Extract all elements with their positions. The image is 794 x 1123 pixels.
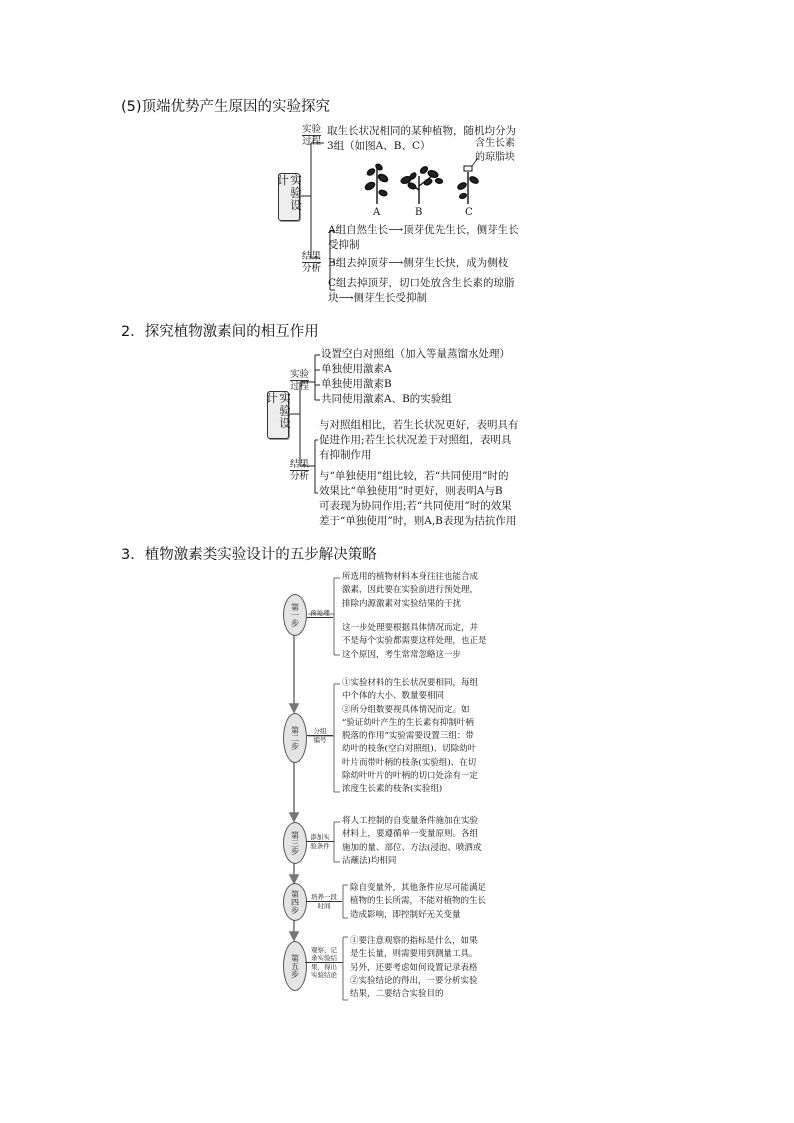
step-3-label: 添加实 验条件	[306, 833, 334, 850]
step-1-text-2: 这一步处理要根据具体情况而定，并 不是每个实验都需要这样处理，也正是 这个原因，考生常常忽略这一步	[342, 623, 487, 660]
section3-title: 3．植物激素类实验设计的五步解决策略	[121, 547, 377, 563]
section1-result-a: A组自然生长⟶顶芽优先生长，侧芽生长 受抑制	[328, 224, 519, 251]
step-1-oval: 第一步	[283, 594, 307, 636]
section1-result-c: C组去掉顶芽，切口处放含生长素的琼脂 块⟶侧芽生长受抑制	[328, 277, 515, 304]
section1-process-text: 取生长状况相同的某种植物，随机均分为 3组（如图A、B、C）	[327, 125, 516, 152]
section2-result-label: 结果 分析	[290, 459, 310, 482]
section2-title: 2．探究植物激素间的相互作用	[121, 324, 319, 340]
process-item: 设置空白对照组（加入等量蒸馏水处理）	[321, 348, 510, 360]
step-5-text: ①要注意观察的指标是什么，如果 是生长量，则需要用到测量工具。 另外，还要考虑如何设置记录表格 ②实验结论的得出，一要分析实验 结果，二要结合实验目的	[350, 936, 478, 1000]
step-3-oval: 第三步	[283, 822, 307, 864]
step-5-oval: 第五步	[283, 941, 307, 991]
step-1-text-1: 所选用的植物材料本身往往也能合成 激素，因此要在实验前进行预处理， 排除内源激素对实验结果的干扰	[342, 572, 479, 609]
section2-result-para-1: 与对照组相比，若生长状况更好，表明具有 促进作用;若生长状况差于对照组，表明具 有抑制作用	[319, 419, 519, 461]
step-4-label: 培养一段 时间	[306, 893, 342, 910]
section1-result-label: 结果 分析	[302, 251, 322, 274]
process-item: 共同使用激素A、B的实验组	[321, 393, 452, 405]
step-5-label: 观察、记 录实验结 果，得出 实验结论	[305, 946, 343, 979]
section2-result-para-2: 与“单独使用”组比较，若“共同使用”时的 效果比“单独使用”时更好，则表明A与B 可表现为协同作用;若“共同使用”时的效果 差于“单独使用”时，则A,B表现为拮抗作用	[319, 470, 517, 527]
section1-result-b: B组去掉顶芽⟶侧芽生长快，成为侧枝	[328, 257, 509, 269]
step-3-text: 将人工控制的自变量条件施加在实验 材料上，要遵循单一变量原则。各组 施加的量、部位、方法(浸泡、喷洒或 沾蘸法)均相同	[342, 816, 482, 866]
plant-label-c: C	[465, 207, 473, 218]
step-2-text: ①实验材料的生长状况要相同，每组 中个体的大小、数量要相同 ②所分组数要视具体情况而定。如 “验证幼叶产生的生长素有抑制叶柄 脱落的作用”实验需要设置三组：带 幼叶的枝条(空白对照组)、切除幼叶 叶片而带叶柄的枝条(实验组)、在切 除幼叶叶片的叶柄的切口处涂有一定 浓度生长素的枝条(实验组)	[342, 678, 479, 795]
step-2-oval: 第二步	[283, 713, 307, 763]
step-2-label: 分组 编号	[307, 727, 333, 744]
plant-label-a: A	[373, 207, 381, 218]
agar-block-label: 含生长素 的琼脂块	[475, 138, 515, 163]
plant-label-b: B	[415, 207, 423, 218]
step-1-label: 预处理	[307, 609, 333, 618]
section1-title: (5)顶端优势产生原因的实验探究	[121, 99, 331, 115]
process-item: 单独使用激素B	[321, 378, 392, 390]
section1-process-label: 实验 过程	[302, 124, 322, 147]
step-4-text: 除自变量外，其他条件应尽可能满足 植物的生长所需，不能对植物的生长 造成影响，即控制好无关变量	[350, 883, 487, 920]
section1-root-label: 实验设计	[276, 174, 303, 212]
step-4-oval: 第四步	[283, 883, 307, 921]
process-item: 单独使用激素A	[321, 363, 392, 375]
section2-root-label: 实验设计	[265, 392, 292, 430]
section2-process-label: 实验 过程	[290, 369, 310, 392]
